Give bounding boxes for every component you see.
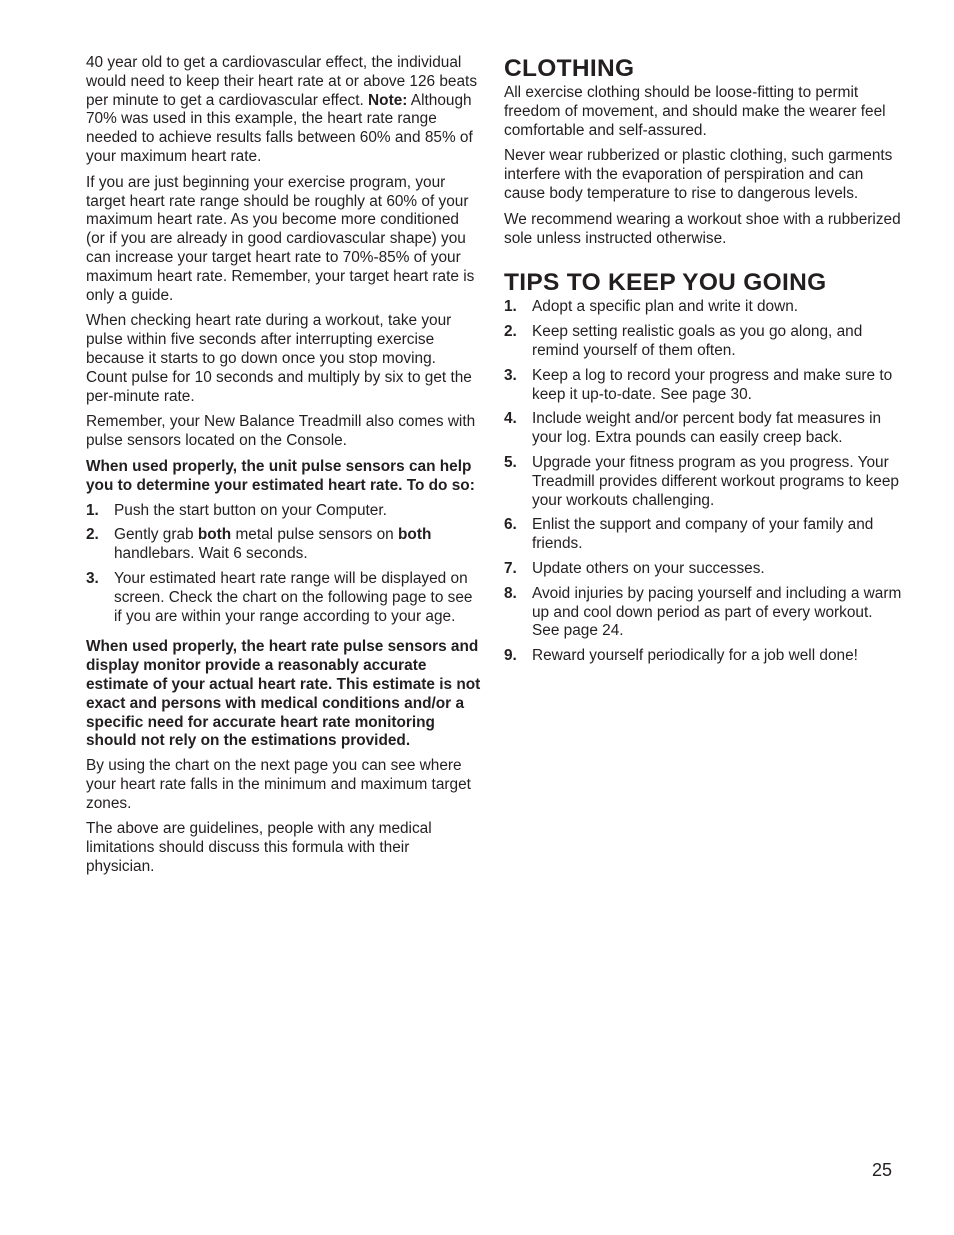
paragraph-text: Although 70% was used in this example, the heart rate range needed to achieve results falls between 60% and 85% of your maximum heart rate.: [86, 91, 473, 165]
list-item: [504, 585, 904, 641]
paragraph-clothing-fit: All exercise clothing should be loose-fitting to permit freedom of movement, and should make the wearer feel comfortable and self-assured.: [504, 84, 886, 139]
list-number: 5.: [504, 453, 517, 471]
list-item: [504, 298, 904, 317]
list-item: [504, 560, 904, 579]
list-number: 3.: [86, 569, 99, 587]
list-item: [504, 516, 904, 554]
list-item: [504, 647, 904, 666]
list-number: 1.: [86, 501, 99, 519]
paragraph-clothing-rubber: Never wear rubberized or plastic clothing, such garments interfere with the evaporation of perspiration and can cause body temperature to rise to dangerous levels.: [504, 147, 893, 202]
left-column: [86, 54, 481, 884]
tips-heading: TIPS TO KEEP YOU GOING: [504, 269, 827, 297]
paragraph-guidelines: The above are guidelines, people with any medical limitations should discuss this formula with their physician.: [86, 820, 432, 876]
list-item: [504, 410, 904, 448]
pulse-steps-list: [86, 502, 481, 627]
list-number: 8.: [504, 584, 517, 602]
list-text: Include weight and/or percent body fat measures in your log. Extra pounds can easily creep back.: [532, 410, 882, 447]
list-number: 9.: [504, 647, 517, 665]
paragraph-chart-reference: By using the chart on the next page you can see where your heart rate falls in the minimum and maximum target zones.: [86, 757, 471, 812]
bold-disclaimer: When used properly, the heart rate pulse sensors and display monitor provide a reasonably accurate estimate of your actual heart rate. This estimate is not exact and persons with medical conditions and/or a specific need for accurate heart rate monitoring should not rely on the estimations provided.: [86, 638, 481, 750]
list-number: 1.: [504, 298, 517, 316]
paragraph-beginner: If you are just beginning your exercise program, your target heart rate range should be roughly at 60% of your maximum heart rate. As you become more conditioned (or if you are already in good cardiovascular shape) you can increase your target heart rate to 70%-85% of your maximum heart rate. Remember, your target heart rate is only a guide.: [86, 173, 475, 304]
tips-list: [504, 298, 904, 666]
bold-instruction-intro: When used properly, the unit pulse sensors can help you to determine your estimated heart rate. To do so:: [86, 457, 475, 494]
list-item: [504, 323, 904, 361]
list-item: [86, 502, 481, 521]
list-text: handlebars. Wait 6 seconds.: [114, 545, 308, 563]
paragraph-shoes: We recommend wearing a workout shoe with a rubberized sole unless instructed otherwise.: [504, 210, 901, 247]
page-number: 25: [872, 1160, 893, 1180]
list-text: Upgrade your fitness program as you progress. Your Treadmill provides different workout programs to keep your workouts challenging.: [532, 453, 899, 509]
list-text: Keep a log to record your progress and make sure to keep it up-to-date. See page 30.: [532, 366, 893, 403]
clothing-heading: CLOTHING: [504, 55, 635, 82]
list-number: 7.: [504, 559, 517, 577]
list-text: Gently grab: [114, 526, 198, 544]
note-label: Note:: [368, 91, 408, 109]
paragraph-pulse-sensors: Remember, your New Balance Treadmill also comes with pulse sensors located on the Console.: [86, 413, 476, 450]
list-item: [86, 570, 481, 626]
list-number: 6.: [504, 516, 517, 534]
list-text: Adopt a specific plan and write it down.: [532, 298, 799, 316]
list-text: Keep setting realistic goals as you go along, and remind yourself of them often.: [532, 323, 863, 359]
list-number: 2.: [504, 323, 517, 341]
list-text: Enlist the support and company of your family and friends.: [532, 516, 874, 553]
list-text: Update others on your successes.: [532, 559, 765, 577]
list-item: [504, 454, 904, 510]
list-text: Avoid injuries by pacing yourself and including a warm up and cool down period as part of every workout. See page 24.: [532, 584, 902, 640]
list-text: Your estimated heart rate range will be displayed on screen. Check the chart on the following page to see if you are within your range according to your age.: [114, 569, 473, 625]
emphasis-text: both: [398, 526, 432, 544]
list-text: Reward yourself periodically for a job well done!: [532, 647, 858, 665]
right-column: [504, 54, 904, 672]
list-text: metal pulse sensors on: [231, 526, 399, 544]
paragraph-target-heart-rate: [86, 54, 481, 167]
list-item: [504, 367, 904, 405]
paragraph-checking-heart-rate: When checking heart rate during a workout, take your pulse within five seconds after interrupting exercise because it starts to go down once you stop moving. Count pulse for 10 seconds and multiply by six to get the per-minute rate.: [86, 312, 472, 405]
list-number: 4.: [504, 410, 517, 428]
paragraph-text: 40 year old to get a cardiovascular effect, the individual would need to keep their heart rate at or above 126 beats per minute to get a cardiovascular effect.: [86, 54, 478, 109]
list-item: [86, 526, 481, 564]
list-number: 3.: [504, 366, 517, 384]
list-text: Push the start button on your Computer.: [114, 501, 387, 519]
list-number: 2.: [86, 526, 99, 544]
emphasis-text: both: [197, 526, 232, 544]
